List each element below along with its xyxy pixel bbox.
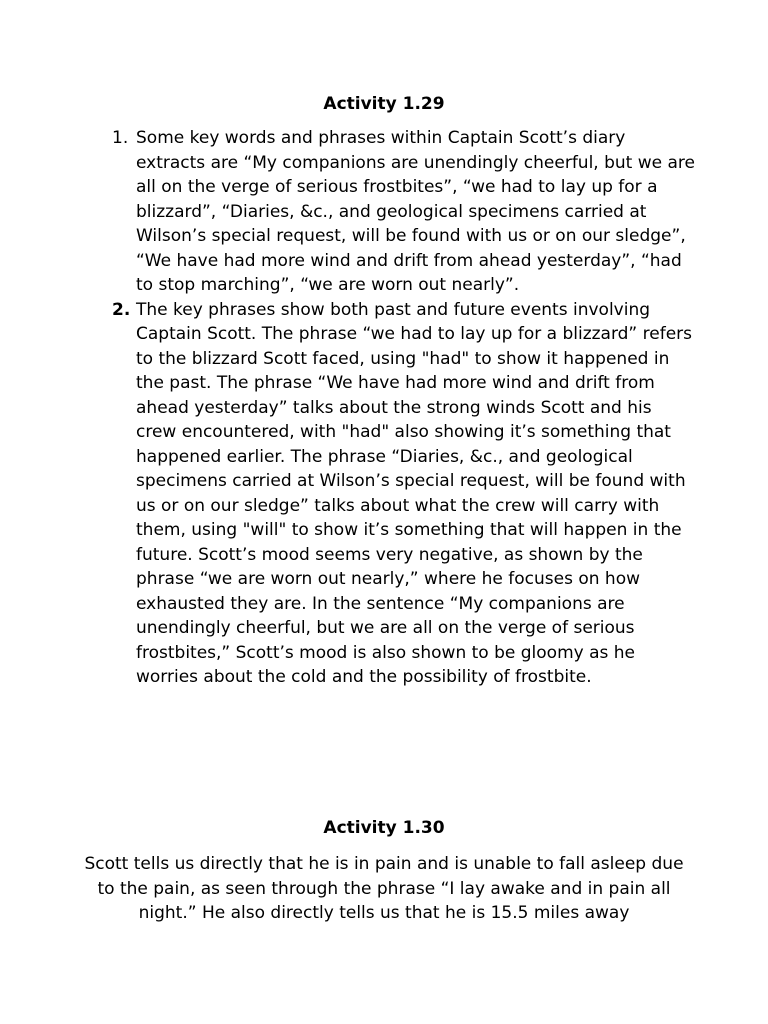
activity-1-30-paragraph: Scott tells us directly that he is in pain and is unable to fall asleep due to the pain, as seen through the phrase “I lay awake and in pain all night.” He also directly tells us that he is 15.5 miles away (84, 854, 684, 923)
list-item-text: Some key words and phrases within Captain Scott’s diary extracts are “My companions are unendingly cheerful, but we are all on the verge of serious frostbites”, “we had to lay up for a blizzard”, “Diaries, &c., and geological specimens carried at Wilson’s special request, will be found with us or on our sledge”, “We have had more wind and drift from ahead yesterday”, “had to stop marching”, “we are worn out nearly”. (136, 128, 696, 295)
list-item-number: 1. (112, 128, 129, 148)
activity-1-30-heading: Activity 1.30 (323, 818, 445, 838)
list-item-number: 2. (112, 299, 131, 320)
list-item-text: The key phrases show both past and future events involving Captain Scott. The phrase “we had to lay up for a blizzard” refers to the blizzard Scott faced, using "had" to show it happened in the past. The phrase “We have had more wind and drift from ahead yesterday” talks about the strong winds Scott and his crew encountered, with "had" also showing it’s something that happened earlier. The phrase “Diaries, &c., and geological specimens carried at Wilson’s special request, will be found with us or on our sledge” talks about what the crew will carry with them, using "will" to show it’s something that will happen in the future. Scott’s mood seems very negative, as shown by the phrase “we are worn out nearly,” where he focuses on how exhausted they are. In the sentence “My companions are unendingly cheerful, but we are all on the verge of serious frostbites,” Scott’s mood is also shown to be gloomy as he worries about the cold and the possibility of frostbite. (136, 299, 693, 687)
activity-1-29-list (112, 126, 696, 690)
list-item (112, 126, 696, 298)
activity-1-29-heading: Activity 1.29 (323, 94, 445, 114)
list-item (112, 298, 696, 690)
